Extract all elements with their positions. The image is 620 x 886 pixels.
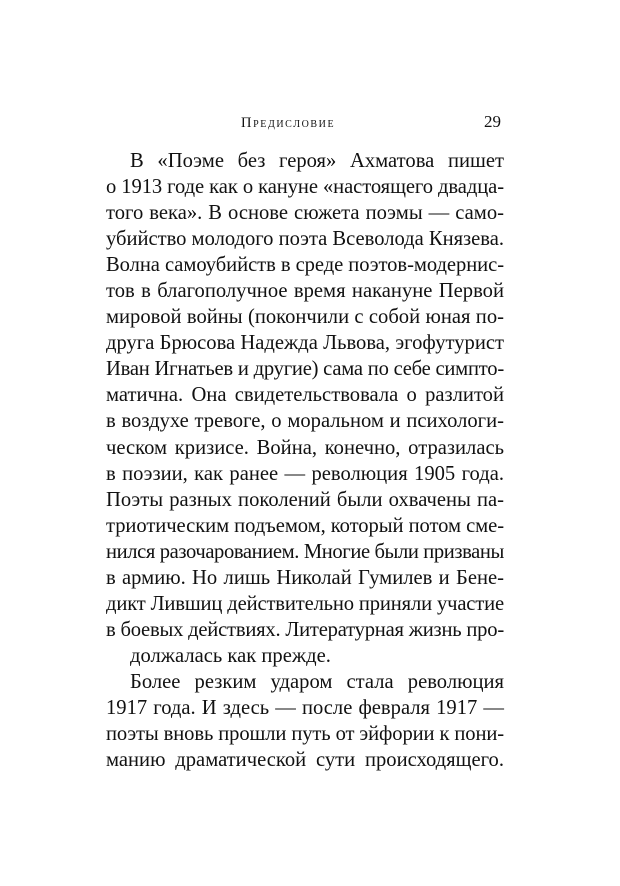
text-line: убийство молодого поэта Всеволода Князева.	[106, 228, 504, 251]
text-line: нился разочарованием. Многие были призваны	[106, 540, 504, 563]
text-line: триотическим подъемом, который потом сме-	[106, 514, 504, 537]
text-line: матична. Она свидетельствовала о разлитой	[106, 384, 504, 407]
text-line: в боевых действиях. Литературная жизнь про-	[106, 618, 504, 641]
paragraph-1	[106, 148, 504, 669]
body-text	[106, 148, 504, 773]
text-line: тов в благополучное время накануне Первой	[106, 280, 504, 303]
text-line: того века». В основе сюжета поэмы — само-	[106, 202, 504, 225]
text-line: ческом кризисе. Война, конечно, отразилась	[106, 436, 504, 459]
text-line: в армию. Но лишь Николай Гумилев и Бене-	[106, 566, 504, 589]
text-line: В «Поэме без героя» Ахматова пишет	[130, 150, 504, 172]
text-line: Более резким ударом стала революция	[130, 670, 504, 693]
text-line: Волна самоубийств в среде поэтов-модернис-	[106, 254, 504, 277]
text-line: дикт Лившиц действительно приняли участие	[106, 592, 504, 615]
text-line: Поэты разных поколений были охвачены па-	[106, 488, 504, 511]
text-line: о 1913 годе как о кануне «настоящего двадца-	[106, 176, 504, 199]
text-line: Иван Игнатьев и другие) сама по себе симпто-	[106, 358, 504, 381]
page-number: 29	[484, 112, 501, 131]
text-line: манию драматической сути происходящего.	[106, 749, 504, 772]
text-line: друга Брюсова Надежда Львова, эгофутурист	[106, 332, 504, 355]
text-line: в воздухе тревоге, о моральном и психологи-	[106, 410, 504, 433]
text-line: в поэзии, как ранее — революция 1905 года.	[106, 462, 504, 485]
text-line: должалась как прежде.	[130, 644, 331, 667]
text-line: мировой войны (покончили с собой юная по-	[106, 306, 504, 329]
text-line: поэты вновь прошли путь от эйфории к пони-	[106, 723, 504, 746]
paragraph-2	[106, 669, 504, 773]
text-line: 1917 года. И здесь — после февраля 1917 —	[106, 696, 504, 719]
running-title: Предисловие	[241, 115, 336, 131]
